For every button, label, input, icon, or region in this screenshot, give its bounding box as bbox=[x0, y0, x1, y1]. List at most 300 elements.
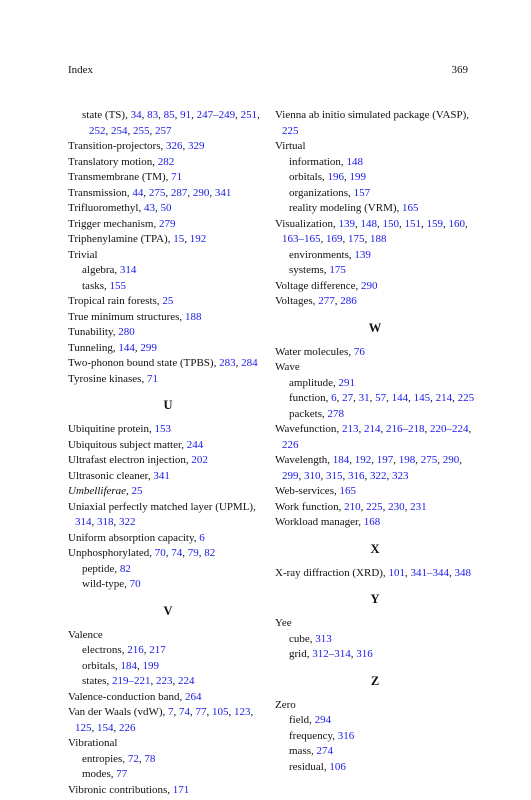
index-term: Unphosphorylated, bbox=[68, 547, 153, 559]
page-link[interactable]: 278 bbox=[327, 407, 344, 420]
page-references: 7, 74, 77, 105, 123, 125, 154, 226 bbox=[75, 706, 254, 734]
page-references: 210, 225, 230, 231 bbox=[344, 500, 427, 513]
page-references bbox=[315, 633, 332, 645]
index-subentry bbox=[275, 263, 475, 279]
page-link[interactable]: 72 bbox=[127, 752, 139, 765]
page-link[interactable]: 310 bbox=[304, 469, 321, 482]
page-link[interactable]: 254 bbox=[111, 124, 128, 137]
index-term: Wave bbox=[275, 361, 300, 373]
page-link[interactable]: 82 bbox=[119, 562, 131, 575]
page-link[interactable]: 188 bbox=[370, 233, 387, 245]
index-entry bbox=[275, 515, 475, 531]
index-subentry bbox=[68, 108, 268, 139]
index-entry bbox=[68, 736, 268, 752]
index-term: Triphenylamine (TPA), bbox=[68, 233, 171, 245]
page-link[interactable]: 225 bbox=[282, 124, 299, 137]
index-subentry bbox=[68, 643, 268, 659]
page-link[interactable]: 220–224 bbox=[429, 423, 469, 435]
index-column-left bbox=[68, 108, 268, 798]
index-subentry bbox=[68, 577, 268, 593]
page-references bbox=[187, 439, 204, 451]
page-link[interactable]: 76 bbox=[353, 345, 365, 358]
page-link[interactable]: 83 bbox=[147, 109, 159, 121]
page-link[interactable]: 255 bbox=[133, 124, 150, 137]
index-subentry bbox=[275, 201, 475, 217]
index-term: Tunability, bbox=[68, 326, 116, 338]
page-link[interactable]: 264 bbox=[184, 690, 202, 703]
page-references bbox=[158, 156, 175, 168]
index-term: cube, bbox=[289, 632, 313, 645]
page-link[interactable]: 175 bbox=[329, 264, 346, 276]
page-link[interactable]: 318 bbox=[97, 516, 114, 528]
index-entry bbox=[68, 705, 268, 736]
index-entry bbox=[68, 294, 268, 310]
page-link[interactable]: 323 bbox=[392, 469, 409, 482]
section-letter: U bbox=[163, 398, 173, 412]
page-references bbox=[153, 470, 170, 482]
page-link[interactable]: 71 bbox=[146, 372, 158, 385]
index-subentry bbox=[68, 767, 268, 783]
page-references bbox=[339, 377, 356, 389]
page-link[interactable]: 217 bbox=[149, 644, 166, 656]
page-link[interactable]: 214 bbox=[435, 392, 453, 404]
page-link[interactable]: 160 bbox=[448, 217, 465, 230]
page-link[interactable]: 286 bbox=[340, 295, 357, 307]
page-link[interactable]: 25 bbox=[131, 485, 143, 497]
index-term: algebra, bbox=[82, 264, 118, 276]
page-references bbox=[132, 485, 143, 497]
page-link[interactable]: 79 bbox=[187, 547, 199, 559]
index-term: Wavefunction, bbox=[275, 423, 340, 435]
index-entry bbox=[68, 139, 268, 155]
page-link[interactable]: 70 bbox=[129, 578, 141, 590]
index-term: Ubiquitine protein, bbox=[68, 423, 152, 435]
page-references: 219–221, 223, 224 bbox=[111, 675, 195, 687]
index-term: frequency, bbox=[289, 729, 336, 742]
page-link[interactable]: 341 bbox=[214, 186, 232, 199]
page-link[interactable]: 175 bbox=[348, 233, 365, 245]
page-link[interactable]: 148 bbox=[360, 217, 377, 230]
page-link[interactable]: 284 bbox=[241, 357, 258, 369]
index-term: information, bbox=[289, 155, 344, 168]
page-link[interactable]: 231 bbox=[410, 500, 427, 513]
index-term: systems, bbox=[289, 264, 327, 276]
page-link[interactable]: 277 bbox=[318, 295, 335, 307]
index-term: Yee bbox=[275, 617, 292, 629]
index-term: Transmission, bbox=[68, 186, 130, 199]
page-link[interactable]: 145 bbox=[413, 392, 431, 404]
index-term: packets, bbox=[289, 407, 325, 420]
page-references bbox=[130, 578, 141, 590]
page-references bbox=[116, 768, 127, 780]
page-link[interactable]: 15 bbox=[173, 233, 185, 245]
index-term: Ultrasonic cleaner, bbox=[68, 469, 151, 482]
index-subentry bbox=[68, 263, 268, 279]
page-link[interactable]: 163–165 bbox=[282, 233, 321, 245]
page-references bbox=[120, 563, 131, 575]
page-link[interactable]: 169 bbox=[326, 233, 343, 245]
index-entry bbox=[68, 372, 268, 388]
index-entry bbox=[68, 248, 268, 264]
index-subentry bbox=[275, 760, 475, 776]
index-subentry bbox=[275, 170, 475, 186]
page-references bbox=[346, 156, 363, 168]
index-subentry bbox=[275, 647, 475, 663]
page-link[interactable]: 44 bbox=[132, 186, 144, 199]
page-link[interactable]: 7 bbox=[168, 706, 174, 718]
page-link[interactable]: 322 bbox=[370, 469, 387, 482]
page-link[interactable]: 257 bbox=[155, 124, 172, 137]
index-term: tasks, bbox=[82, 279, 107, 292]
page-references: 216, 217 bbox=[127, 644, 166, 656]
index-term: Valence-conduction band, bbox=[68, 690, 183, 703]
index-term: Voltages, bbox=[275, 295, 316, 307]
page-link[interactable]: 105 bbox=[212, 706, 229, 718]
page-references bbox=[191, 454, 208, 466]
page-link[interactable]: 244 bbox=[186, 438, 204, 451]
page-references: 213, 214, 216–218, 220–224, 226 bbox=[282, 423, 472, 451]
page-link[interactable]: 74 bbox=[179, 706, 191, 718]
page-link[interactable]: 226 bbox=[119, 721, 136, 734]
index-subentry bbox=[68, 562, 268, 578]
page-references: 101, 341–344, 348 bbox=[388, 566, 471, 579]
page-link[interactable]: 290 bbox=[442, 454, 460, 466]
index-term: amplitude, bbox=[289, 376, 336, 389]
page-link[interactable]: 316 bbox=[356, 648, 373, 660]
page-link[interactable]: 230 bbox=[388, 500, 405, 513]
index-entry bbox=[68, 201, 268, 217]
page-link[interactable]: 314 bbox=[75, 516, 92, 528]
index-entry bbox=[68, 310, 268, 326]
index-entry bbox=[275, 422, 475, 453]
index-term: Trifluoromethyl, bbox=[68, 202, 142, 214]
page-link[interactable]: 316 bbox=[337, 729, 355, 742]
page-references: 314, 318, 322 bbox=[75, 516, 136, 528]
page-link[interactable]: 91 bbox=[180, 109, 192, 121]
index-subentry bbox=[275, 155, 475, 171]
page-references: 184, 199 bbox=[120, 659, 159, 672]
page-link[interactable]: 219–221 bbox=[111, 675, 151, 687]
index-entry bbox=[68, 469, 268, 485]
index-term: states, bbox=[82, 675, 110, 687]
index-subentry bbox=[275, 186, 475, 202]
index-entry bbox=[68, 155, 268, 171]
page-link[interactable]: 291 bbox=[338, 376, 355, 389]
index-term: Tyrosine kinases, bbox=[68, 372, 145, 385]
page-link[interactable]: 294 bbox=[314, 714, 332, 726]
page-link[interactable]: 77 bbox=[116, 768, 128, 780]
page-link[interactable]: 214 bbox=[363, 423, 381, 435]
page-references: 44, 275, 287, 290, 341 bbox=[132, 186, 232, 199]
page-link[interactable]: 316 bbox=[348, 469, 365, 482]
index-entry bbox=[275, 360, 475, 376]
page-link[interactable]: 223 bbox=[155, 675, 173, 687]
page-references bbox=[162, 295, 173, 307]
page-link[interactable]: 57 bbox=[375, 392, 387, 404]
page-link[interactable]: 82 bbox=[204, 547, 216, 559]
index-subentry bbox=[275, 632, 475, 648]
index-entry bbox=[275, 566, 475, 582]
page-link[interactable]: 226 bbox=[282, 438, 299, 451]
page-link[interactable]: 274 bbox=[316, 745, 333, 757]
page-link[interactable]: 6 bbox=[331, 392, 337, 404]
index-term: electrons, bbox=[82, 644, 125, 656]
page-link[interactable]: 153 bbox=[154, 423, 171, 435]
page-link[interactable]: 85 bbox=[163, 109, 175, 121]
page-link[interactable]: 198 bbox=[398, 454, 416, 466]
page-link[interactable]: 275 bbox=[148, 186, 166, 199]
page-link[interactable]: 251 bbox=[240, 109, 258, 121]
index-column-right bbox=[275, 108, 475, 775]
page-number: 369 bbox=[451, 64, 468, 76]
index-subentry bbox=[275, 407, 475, 423]
index-term: residual, bbox=[289, 760, 327, 773]
page-references: 184, 192, 197, 198, 275, 290, 299, 310, 315, 316, 322, 323 bbox=[282, 454, 463, 482]
index-entry bbox=[275, 279, 475, 295]
index-entry bbox=[68, 484, 268, 500]
page-link[interactable]: 77 bbox=[195, 706, 207, 718]
index-term: Van der Waals (vdW), bbox=[68, 706, 166, 718]
page-references bbox=[329, 761, 346, 773]
index-term: reality modeling (VRM), bbox=[289, 202, 400, 214]
page-references bbox=[147, 373, 158, 385]
page-references: 6, 27, 31, 57, 144, 145, 214, 225 bbox=[331, 392, 475, 404]
page-link[interactable]: 151 bbox=[404, 217, 421, 230]
index-entry bbox=[275, 108, 475, 139]
index-term: Ultrafast electron injection, bbox=[68, 454, 189, 466]
index-term: Visualization, bbox=[275, 217, 336, 230]
page-link[interactable]: 31 bbox=[358, 392, 370, 404]
index-term: Tropical rain forests, bbox=[68, 295, 160, 307]
index-subentry bbox=[275, 729, 475, 745]
page-link[interactable]: 78 bbox=[144, 752, 156, 765]
page-link[interactable]: 123 bbox=[234, 706, 251, 718]
page-references: 144, 299 bbox=[118, 341, 157, 354]
page-header bbox=[68, 64, 468, 78]
page-references bbox=[315, 714, 332, 726]
index-term: Umbelliferae, bbox=[68, 485, 129, 497]
page-references bbox=[317, 745, 334, 757]
page-link[interactable]: 165 bbox=[339, 485, 356, 497]
page-link[interactable]: 50 bbox=[160, 202, 172, 214]
index-term: Transition-projectors, bbox=[68, 140, 164, 152]
index-term: Two-phonon bound state (TPBS), bbox=[68, 357, 217, 369]
page-link[interactable]: 299 bbox=[282, 469, 299, 482]
page-link[interactable]: 106 bbox=[329, 760, 346, 773]
page-link[interactable]: 283 bbox=[219, 357, 236, 369]
page-link[interactable]: 197 bbox=[376, 454, 394, 466]
page-link[interactable]: 34 bbox=[130, 109, 142, 121]
page-link[interactable]: 6 bbox=[199, 531, 205, 544]
section-letter: Z bbox=[370, 673, 380, 688]
page-link[interactable]: 74 bbox=[171, 547, 183, 559]
index-term: X-ray diffraction (XRD), bbox=[275, 566, 386, 579]
page-link[interactable]: 155 bbox=[109, 279, 126, 292]
page-link[interactable]: 314 bbox=[119, 264, 137, 276]
page-link[interactable]: 252 bbox=[89, 124, 106, 137]
index-term: Trivial bbox=[68, 248, 98, 261]
page-link[interactable]: 322 bbox=[119, 516, 136, 528]
page-link[interactable]: 192 bbox=[354, 454, 372, 466]
index-term: Valence bbox=[68, 628, 103, 641]
page-link[interactable]: 287 bbox=[170, 186, 188, 199]
page-link[interactable]: 192 bbox=[189, 233, 207, 245]
page-references bbox=[327, 408, 344, 420]
page-link[interactable]: 101 bbox=[388, 566, 405, 579]
index-entry bbox=[275, 345, 475, 361]
index-entry bbox=[68, 422, 268, 438]
page-link[interactable]: 279 bbox=[158, 217, 176, 230]
index-term: Trigger mechanism, bbox=[68, 217, 157, 230]
page-link[interactable]: 225 bbox=[457, 392, 475, 404]
page-link[interactable]: 196 bbox=[327, 171, 344, 183]
page-references bbox=[185, 311, 202, 323]
page-references bbox=[338, 730, 355, 742]
page-link[interactable]: 341–344 bbox=[410, 566, 449, 579]
page-references bbox=[154, 423, 171, 435]
page-link[interactable]: 216 bbox=[127, 644, 144, 656]
page-references bbox=[159, 218, 176, 230]
index-term: Uniform absorption capacity, bbox=[68, 531, 197, 544]
page-references bbox=[282, 125, 299, 137]
index-entry bbox=[68, 232, 268, 248]
index-entry bbox=[68, 170, 268, 186]
page-link[interactable]: 313 bbox=[315, 632, 332, 645]
page-link[interactable]: 225 bbox=[366, 500, 383, 513]
page-link[interactable]: 299 bbox=[140, 341, 157, 354]
index-entry bbox=[275, 500, 475, 516]
page-link[interactable]: 171 bbox=[172, 783, 190, 796]
section-letter: W bbox=[368, 320, 382, 335]
page-link[interactable]: 280 bbox=[118, 326, 135, 338]
index-term: Ubiquitous subject matter, bbox=[68, 438, 184, 451]
page-link[interactable]: 168 bbox=[363, 516, 381, 528]
page-link[interactable]: 348 bbox=[454, 566, 471, 579]
page-link[interactable]: 27 bbox=[342, 392, 354, 404]
index-term: Voltage difference, bbox=[275, 279, 359, 292]
page-link[interactable]: 224 bbox=[177, 675, 195, 687]
page-link[interactable]: 326 bbox=[165, 140, 183, 152]
page-link[interactable]: 199 bbox=[349, 171, 366, 183]
page-references bbox=[110, 280, 127, 292]
page-references bbox=[364, 516, 381, 528]
index-term: Uniaxial perfectly matched layer (UPML), bbox=[68, 500, 256, 513]
page-link[interactable]: 25 bbox=[162, 295, 174, 307]
index-subentry bbox=[68, 752, 268, 768]
index-subentry bbox=[275, 391, 475, 407]
page-references: 283, 284 bbox=[219, 357, 258, 369]
page-link[interactable]: 148 bbox=[346, 155, 363, 168]
index-entry bbox=[68, 438, 268, 454]
index-entry bbox=[68, 325, 268, 341]
page-link[interactable]: 125 bbox=[75, 721, 92, 734]
page-link[interactable]: 139 bbox=[338, 217, 355, 230]
index-entry bbox=[68, 500, 268, 531]
index-entry bbox=[68, 531, 268, 547]
index-term: organizations, bbox=[289, 186, 351, 199]
page-link[interactable]: 157 bbox=[353, 186, 371, 199]
page-link[interactable]: 188 bbox=[184, 310, 202, 323]
index-term: state (TS), bbox=[82, 109, 128, 121]
page-link[interactable]: 290 bbox=[192, 186, 210, 199]
index-term: Vibrational bbox=[68, 737, 118, 749]
page-link[interactable]: 282 bbox=[157, 155, 175, 168]
page-link[interactable]: 139 bbox=[354, 248, 371, 261]
index-term: function, bbox=[289, 392, 329, 404]
index-term: Vienna ab initio simulated package (VASP), bbox=[275, 109, 470, 121]
index-term: mass, bbox=[289, 745, 314, 757]
index-subentry bbox=[275, 713, 475, 729]
page-link[interactable]: 165 bbox=[402, 202, 419, 214]
page-link[interactable]: 275 bbox=[420, 454, 438, 466]
page-references bbox=[120, 264, 137, 276]
page-link[interactable]: 43 bbox=[144, 202, 155, 214]
index-term: Water molecules, bbox=[275, 345, 352, 358]
page-link[interactable]: 70 bbox=[154, 547, 166, 559]
page-references: 277, 286 bbox=[318, 295, 357, 307]
page-link[interactable]: 315 bbox=[326, 469, 343, 482]
page-link[interactable]: 202 bbox=[191, 454, 208, 466]
page-link[interactable]: 144 bbox=[118, 341, 135, 354]
index-term: entropies, bbox=[82, 752, 126, 765]
page-link[interactable]: 213 bbox=[341, 423, 359, 435]
page-link[interactable]: 312–314 bbox=[312, 648, 351, 660]
page-link[interactable]: 290 bbox=[361, 279, 378, 292]
index-entry bbox=[68, 217, 268, 233]
page-references bbox=[171, 171, 182, 183]
index-subentry bbox=[68, 279, 268, 295]
page-link[interactable]: 71 bbox=[171, 171, 183, 183]
page-link[interactable]: 247–249 bbox=[196, 109, 236, 121]
index-entry bbox=[68, 341, 268, 357]
index-term: Translatory motion, bbox=[68, 155, 155, 168]
index-subentry bbox=[275, 744, 475, 760]
index-entry bbox=[275, 484, 475, 500]
index-term: Workload manager, bbox=[275, 516, 362, 528]
index-entry bbox=[68, 186, 268, 202]
index-term: orbitals, bbox=[82, 659, 118, 672]
index-term: wild-type, bbox=[82, 578, 127, 590]
page-link[interactable]: 150 bbox=[382, 217, 399, 230]
page-references: 196, 199 bbox=[327, 171, 366, 183]
page-references bbox=[361, 280, 378, 292]
page-link[interactable]: 199 bbox=[142, 659, 159, 672]
index-term: Wavelength, bbox=[275, 454, 331, 466]
page-references: 70, 74, 79, 82 bbox=[154, 547, 216, 559]
index-term: Virtual bbox=[275, 140, 306, 152]
index-term: Zero bbox=[275, 698, 296, 711]
page-link[interactable]: 144 bbox=[391, 392, 409, 404]
page-references bbox=[354, 249, 371, 261]
page-link[interactable]: 329 bbox=[187, 140, 205, 152]
page-link[interactable]: 159 bbox=[426, 217, 443, 230]
index-subentry bbox=[68, 659, 268, 675]
page-link[interactable]: 184 bbox=[332, 454, 350, 466]
page-link[interactable]: 216–218 bbox=[385, 423, 425, 435]
index-entry bbox=[275, 294, 475, 310]
page-link[interactable]: 154 bbox=[97, 721, 114, 734]
page-references: 72, 78 bbox=[127, 752, 156, 765]
index-subentry bbox=[275, 376, 475, 392]
page-link[interactable]: 184 bbox=[120, 659, 137, 672]
section-letter: Y bbox=[370, 592, 380, 606]
page-references bbox=[402, 202, 419, 214]
section-letter: X bbox=[370, 541, 380, 556]
page-link[interactable]: 210 bbox=[344, 500, 361, 513]
index-entry bbox=[68, 356, 268, 372]
page-references bbox=[173, 784, 190, 796]
page-link[interactable]: 341 bbox=[153, 469, 170, 482]
